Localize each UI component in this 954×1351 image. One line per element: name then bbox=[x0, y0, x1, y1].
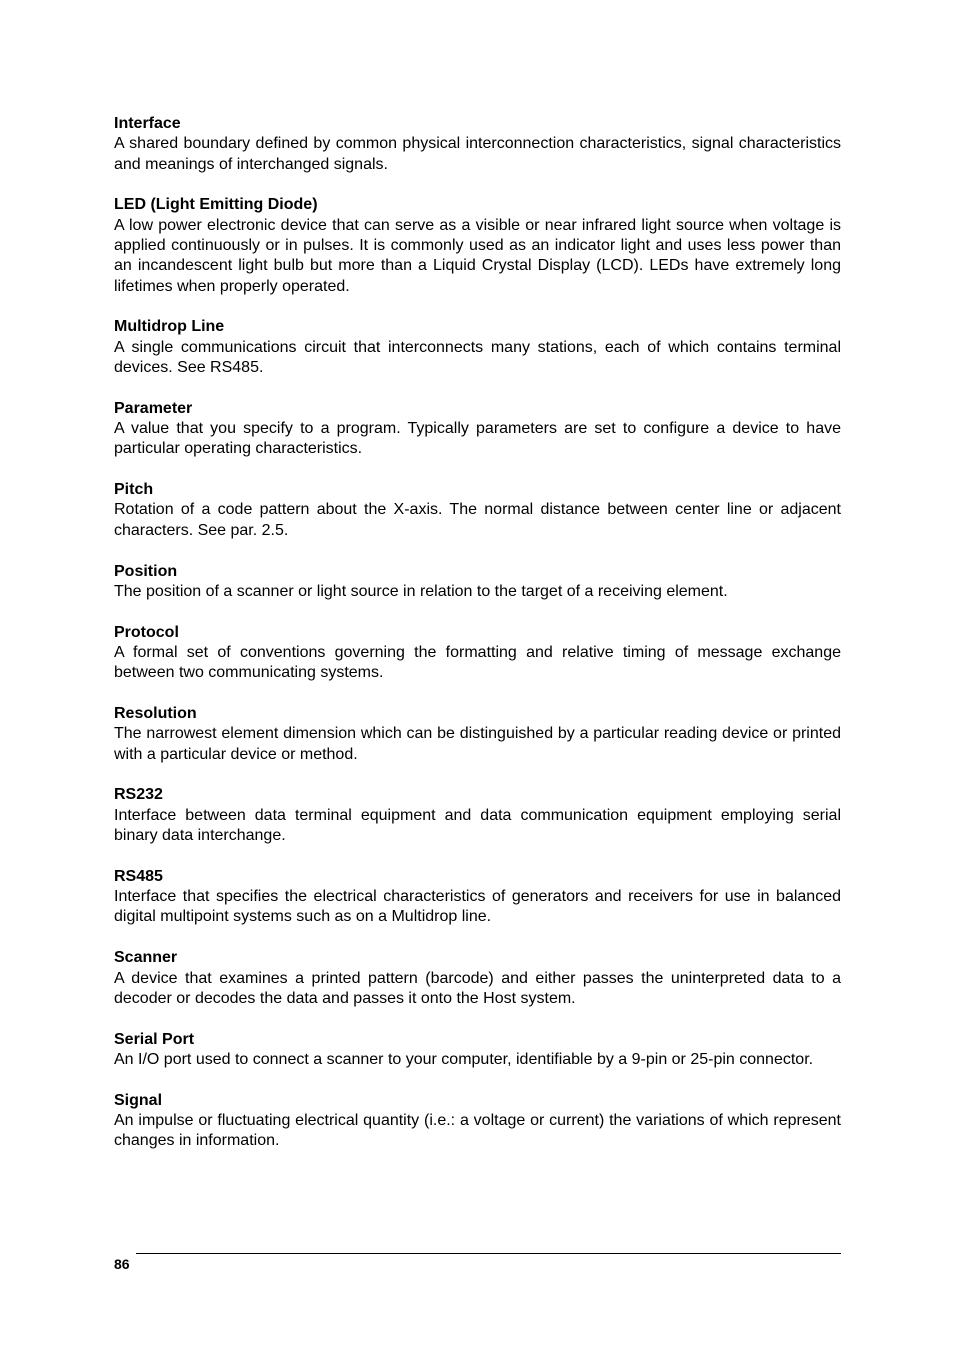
glossary-entry-multidrop-line bbox=[114, 317, 841, 378]
glossary-definition: The position of a scanner or light source in relation to the target of a receiving element. bbox=[114, 582, 728, 600]
glossary-definition: The narrowest element dimension which can be distinguished by a particular reading device or printed with a particular device or method. bbox=[114, 725, 841, 763]
glossary-entry-pitch bbox=[114, 480, 841, 541]
glossary-entry-position bbox=[114, 562, 841, 603]
glossary-entry-protocol bbox=[114, 623, 841, 684]
glossary-definition: A value that you specify to a program. Typically parameters are set to configure a device to have particular operating characteristics. bbox=[114, 420, 841, 458]
glossary-term: Scanner bbox=[114, 949, 178, 967]
glossary-definition: An I/O port used to connect a scanner to your computer, identifiable by a 9-pin or 25-pin connector. bbox=[114, 1050, 814, 1068]
glossary-entry-serial-port bbox=[114, 1030, 841, 1071]
glossary-list bbox=[114, 114, 841, 1172]
glossary-definition: Interface between data terminal equipment and data communication equipment employing serial binary data interchange. bbox=[114, 806, 841, 845]
glossary-entry-rs485 bbox=[114, 867, 841, 928]
glossary-definition: A single communications circuit that interconnects many stations, each of which contains terminal devices. See RS485. bbox=[114, 338, 841, 376]
glossary-definition: A low power electronic device that can serve as a visible or near infrared light source when voltage is applied continuously or in pulses. It is commonly used as an indicator light and uses less power than an incandescent light bulb but more than a Liquid Crystal Display (LCD). LEDs have extremely long lifetimes when properly operated. bbox=[114, 216, 841, 295]
glossary-entry-rs232 bbox=[114, 785, 841, 846]
glossary-definition: A device that examines a printed pattern (barcode) and either passes the uninterpreted data to a decoder or decodes the data and passes it onto the Host system. bbox=[114, 969, 841, 1007]
glossary-definition: An impulse or fluctuating electrical quantity (i.e.: a voltage or current) the variations of which represent changes in information. bbox=[114, 1111, 841, 1150]
glossary-entry-signal bbox=[114, 1091, 841, 1152]
glossary-entry-interface bbox=[114, 114, 841, 175]
glossary-term: Multidrop Line bbox=[114, 318, 225, 336]
page-number: 86 bbox=[114, 1256, 130, 1272]
glossary-entry-resolution bbox=[114, 704, 841, 765]
glossary-term: Serial Port bbox=[114, 1030, 195, 1048]
glossary-term: Interface bbox=[114, 115, 181, 132]
glossary-definition: A shared boundary defined by common physical interconnection characteristics, signal characteristics and meanings of interchanged signals. bbox=[114, 135, 841, 173]
glossary-term: LED (Light Emitting Diode) bbox=[114, 196, 318, 214]
glossary-term: RS232 bbox=[114, 786, 163, 804]
glossary-entry-led bbox=[114, 195, 841, 296]
glossary-term: Position bbox=[114, 562, 178, 580]
glossary-entry-scanner bbox=[114, 948, 841, 1009]
glossary-term: Pitch bbox=[114, 481, 154, 499]
glossary-definition: A formal set of conventions governing the formatting and relative timing of message exchange between two communicating systems. bbox=[114, 643, 841, 682]
glossary-term: Resolution bbox=[114, 705, 197, 723]
glossary-term: RS485 bbox=[114, 867, 163, 885]
glossary-definition: Interface that specifies the electrical characteristics of generators and receivers for use in balanced digital multipoint systems such as on a Multidrop line. bbox=[114, 888, 841, 926]
glossary-definition: Rotation of a code pattern about the X-axis. The normal distance between center line or adjacent characters. See par. 2.5. bbox=[114, 501, 841, 539]
glossary-term: Signal bbox=[114, 1091, 163, 1109]
footer-divider bbox=[136, 1253, 841, 1254]
glossary-term: Protocol bbox=[114, 623, 179, 641]
glossary-term: Parameter bbox=[114, 399, 193, 417]
glossary-entry-parameter bbox=[114, 399, 841, 460]
